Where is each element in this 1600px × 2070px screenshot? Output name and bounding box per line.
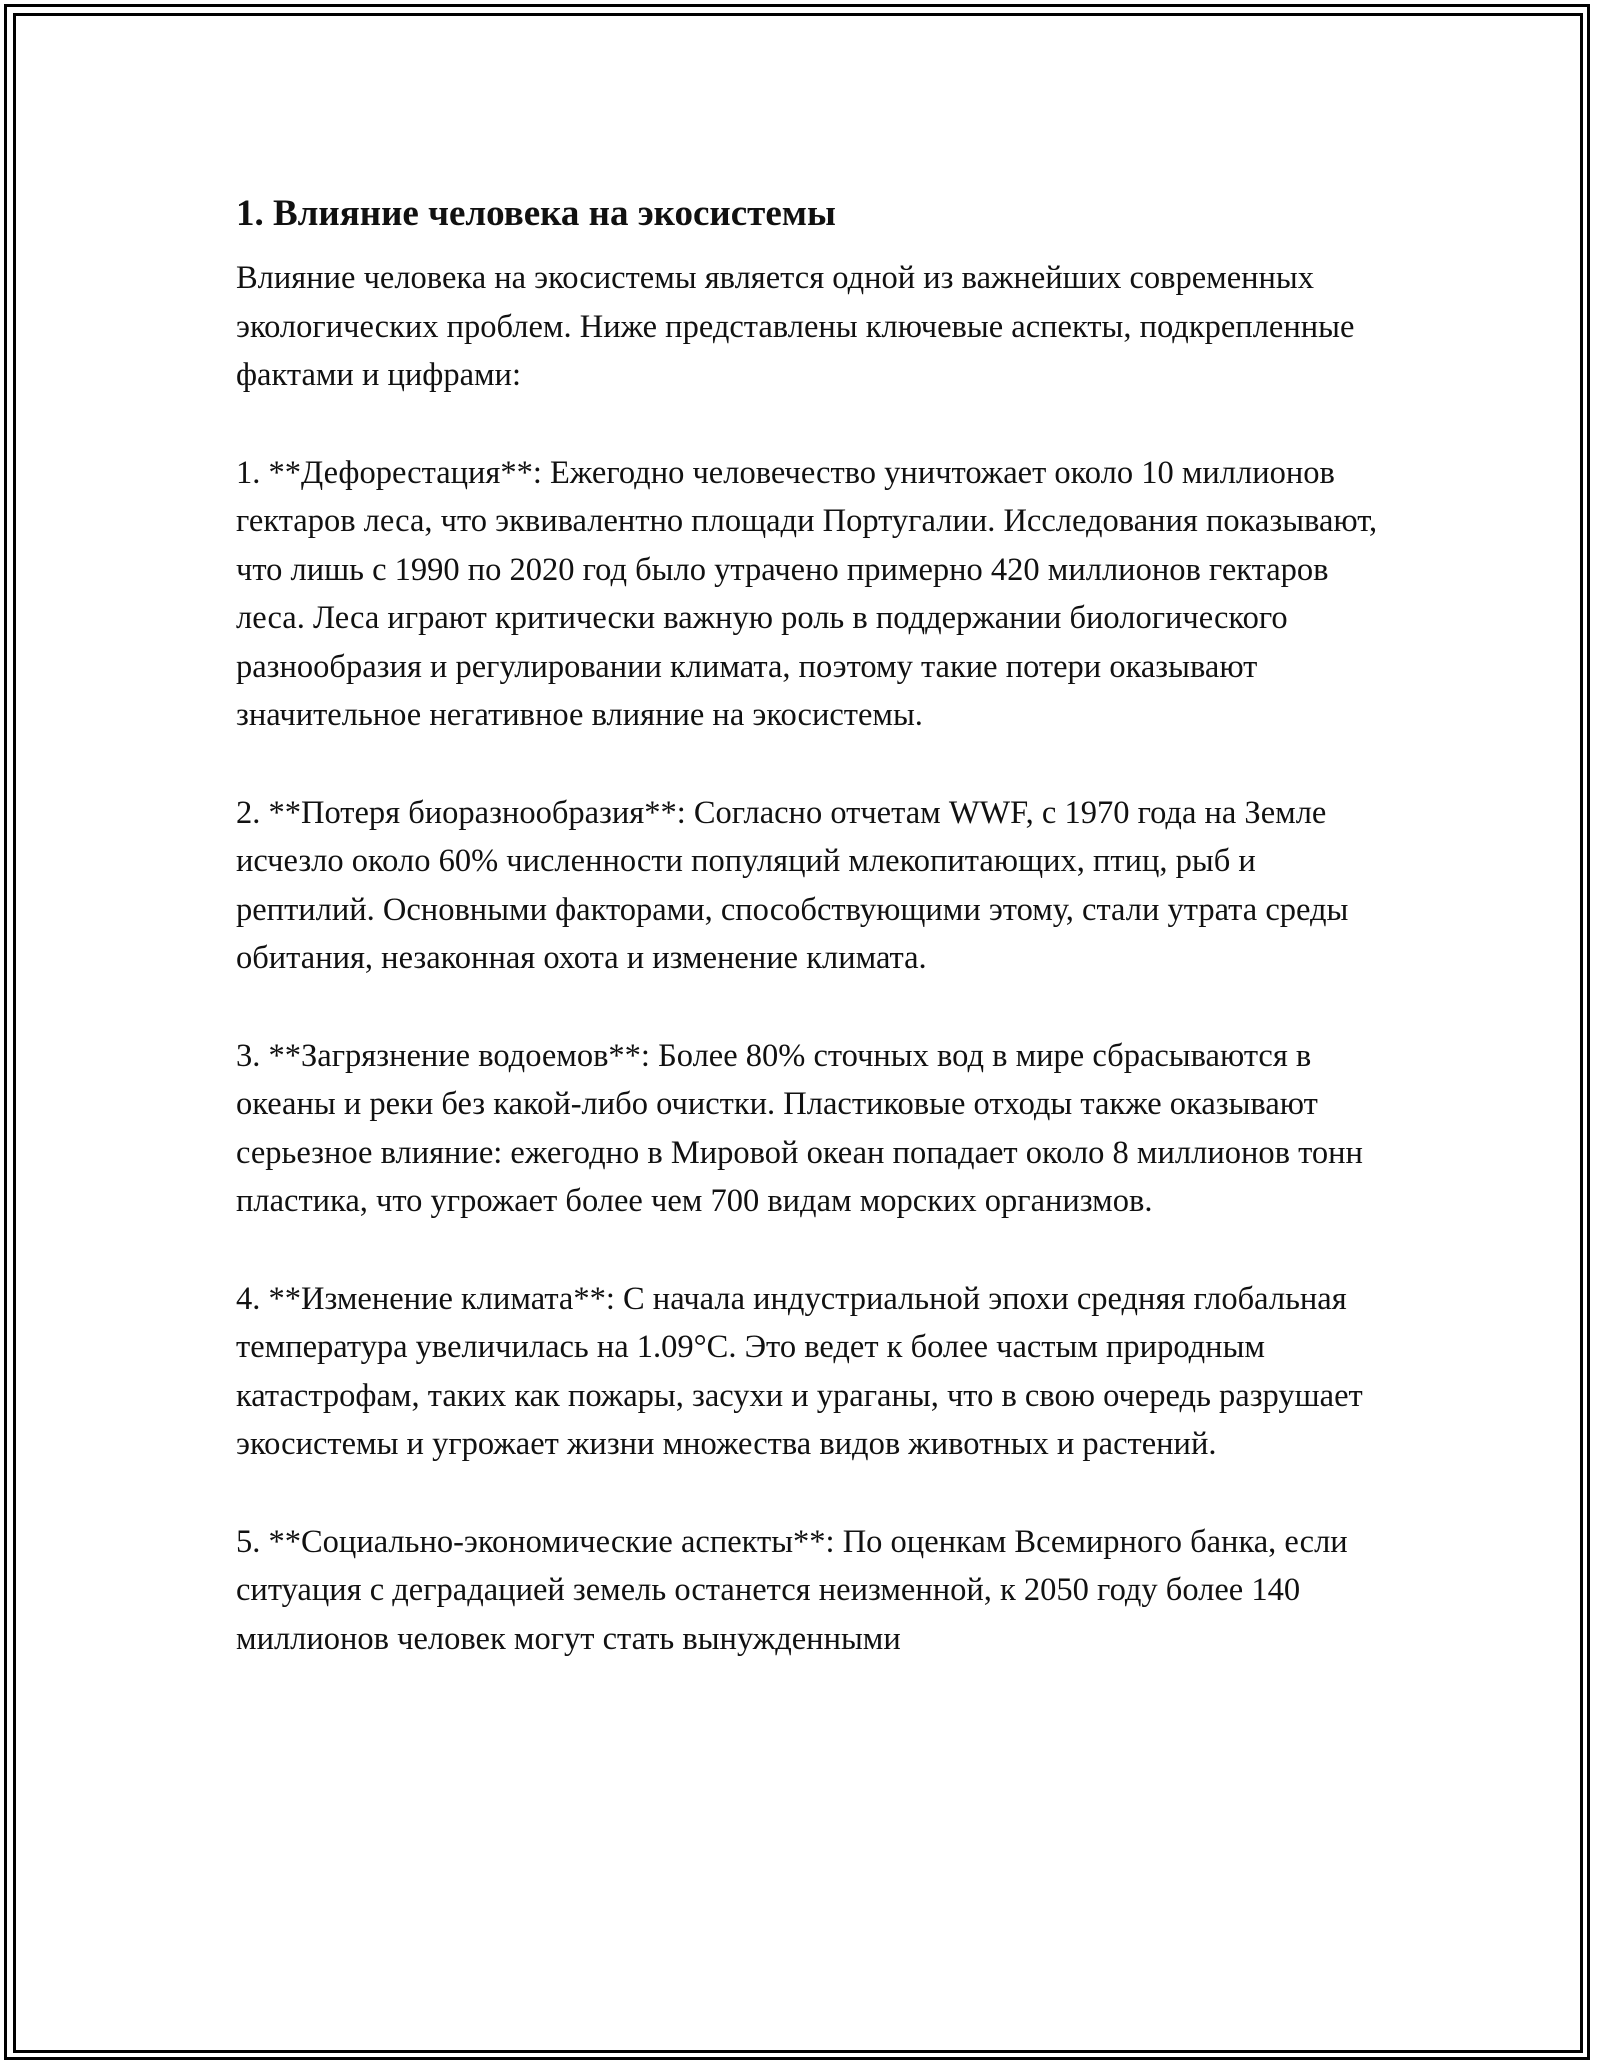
page-title: 1. Влияние человека на экосистемы — [236, 193, 836, 234]
water-pollution-paragraph: 3. **Загрязнение водоемов**: Более 80% сточных вод в мире сбрасываются в океаны и реки без какой-либо очистки. Пластиковые отходы также оказывают серьезное влияние: ежегодно в Мировой океан попадает около 8 миллионов тонн пластика, что угрожает более чем 700 видам морских организмов. — [236, 1037, 1363, 1219]
document-body — [236, 188, 1386, 1712]
biodiversity-loss-paragraph: 2. **Потеря биоразнообразия**: Согласно отчетам WWF, с 1970 года на Земле исчезло около 60% численности популяций млекопитающих, птиц, рыб и рептилий. Основными факторами, способствующими этому, стали утрата среды обитания, незаконная охота и изменение климата. — [236, 794, 1349, 976]
deforestation-paragraph: 1. **Дефорестация**: Ежегодно человечество уничтожает около 10 миллионов гектаров леса, что эквивалентно площади Португалии. Исследования показывают, что лишь с 1990 по 2020 год было утрачено примерно 420 миллионов гектаров леса. Леса играют критически важную роль в поддержании биологического разнообразия и регулировании климата, поэтому такие потери оказывают значительное негативное влияние на экосистемы. — [236, 454, 1378, 733]
climate-change-paragraph: 4. **Изменение климата**: С начала индустриальной эпохи средняя глобальная температура увеличилась на 1.09°C. Это ведет к более частым природным катастрофам, таких как пожары, засухи и ураганы, что в свою очередь разрушает экосистемы и угрожает жизни множества видов животных и растений. — [236, 1280, 1363, 1462]
socio-economic-paragraph: 5. **Социально-экономические аспекты**: По оценкам Всемирного банка, если ситуация с деградацией земель останется неизменной, к 2050 году более 140 миллионов человек могут стать вынужденными — [236, 1523, 1348, 1657]
intro-paragraph: Влияние человека на экосистемы является одной из важнейших современных экологических проблем. Ниже представлены ключевые аспекты, подкрепленные фактами и цифрами: — [236, 260, 1355, 393]
